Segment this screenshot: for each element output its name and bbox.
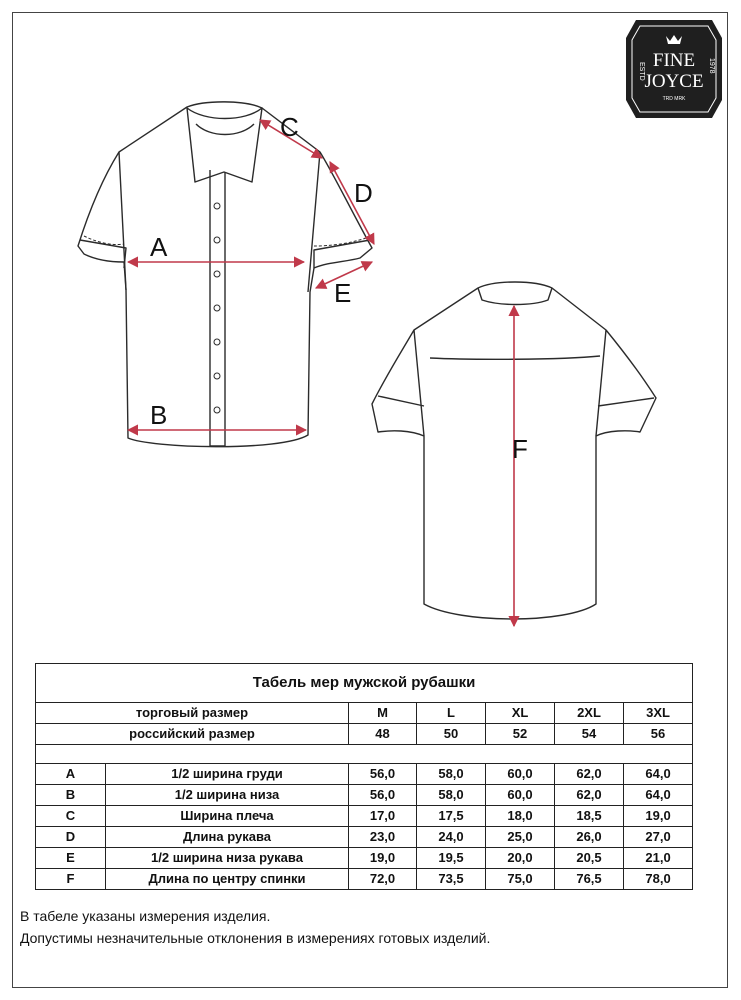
russian-size-label: российский размер (36, 724, 349, 745)
value-cell: 62,0 (555, 785, 624, 806)
logo-small: TRD MRK (662, 96, 686, 102)
table-row (36, 764, 693, 785)
label-f: F (512, 434, 528, 464)
value-cell: 26,0 (555, 827, 624, 848)
value-cell: 58,0 (417, 764, 486, 785)
label-a: A (150, 232, 168, 262)
value-cell: 18,0 (486, 806, 555, 827)
note-line: В табеле указаны измерения изделия. (20, 908, 271, 924)
value-cell: 17,5 (417, 806, 486, 827)
value-cell: 64,0 (624, 764, 693, 785)
logo-line2: JOYCE (644, 71, 704, 92)
table-row (36, 806, 693, 827)
notes (20, 905, 490, 949)
size-cell: 2XL (555, 703, 624, 724)
value-cell: 17,0 (349, 806, 417, 827)
value-cell: 19,5 (417, 848, 486, 869)
table-row (36, 785, 693, 806)
size-cell: 50 (417, 724, 486, 745)
value-cell: 25,0 (486, 827, 555, 848)
row-code: E (36, 848, 106, 869)
table-row (36, 827, 693, 848)
measure-rows (36, 764, 693, 890)
value-cell: 23,0 (349, 827, 417, 848)
value-cell: 58,0 (417, 785, 486, 806)
value-cell: 20,5 (555, 848, 624, 869)
note-line: Допустимы незначительные отклонения в измерениях готовых изделий. (20, 930, 491, 946)
value-cell: 56,0 (349, 764, 417, 785)
size-cell: XL (486, 703, 555, 724)
value-cell: 62,0 (555, 764, 624, 785)
value-cell: 76,5 (555, 869, 624, 890)
trade-size-label: торговый размер (36, 703, 349, 724)
table-title: Табель мер мужской рубашки (36, 664, 693, 703)
row-name: Длина рукава (106, 827, 349, 848)
size-cell: 48 (349, 724, 417, 745)
value-cell: 78,0 (624, 869, 693, 890)
value-cell: 20,0 (486, 848, 555, 869)
value-cell: 21,0 (624, 848, 693, 869)
value-cell: 64,0 (624, 785, 693, 806)
row-code: D (36, 827, 106, 848)
size-cell: 3XL (624, 703, 693, 724)
spacer-row (36, 745, 693, 764)
value-cell: 60,0 (486, 785, 555, 806)
label-d: D (354, 178, 373, 208)
row-name: 1/2 ширина низа (106, 785, 349, 806)
size-cell: M (349, 703, 417, 724)
table-row (36, 848, 693, 869)
row-name: 1/2 ширина низа рукава (106, 848, 349, 869)
row-name: Ширина плеча (106, 806, 349, 827)
size-table (35, 663, 693, 890)
brand-logo (626, 20, 722, 118)
value-cell: 60,0 (486, 764, 555, 785)
label-b: B (150, 400, 168, 430)
table-row (36, 869, 693, 890)
size-cell: L (417, 703, 486, 724)
value-cell: 56,0 (349, 785, 417, 806)
value-cell: 19,0 (624, 806, 693, 827)
row-code: B (36, 785, 106, 806)
row-code: A (36, 764, 106, 785)
value-cell: 19,0 (349, 848, 417, 869)
size-cell: 54 (555, 724, 624, 745)
value-cell: 73,5 (417, 869, 486, 890)
russian-size-row (36, 724, 693, 745)
size-cell: 52 (486, 724, 555, 745)
value-cell: 72,0 (349, 869, 417, 890)
shirt-front (78, 102, 372, 447)
logo-line1: FINE (652, 50, 696, 71)
value-cell: 27,0 (624, 827, 693, 848)
row-code: F (36, 869, 106, 890)
logo-left-vertical: ESTD (638, 62, 645, 81)
row-name: Длина по центру спинки (106, 869, 349, 890)
logo-right-vertical: 1978 (708, 58, 715, 74)
size-cell: 56 (624, 724, 693, 745)
label-c: C (280, 112, 299, 142)
value-cell: 24,0 (417, 827, 486, 848)
row-name: 1/2 ширина груди (106, 764, 349, 785)
label-e: E (334, 278, 352, 308)
value-cell: 75,0 (486, 869, 555, 890)
row-code: C (36, 806, 106, 827)
value-cell: 18,5 (555, 806, 624, 827)
trade-size-row (36, 703, 693, 724)
